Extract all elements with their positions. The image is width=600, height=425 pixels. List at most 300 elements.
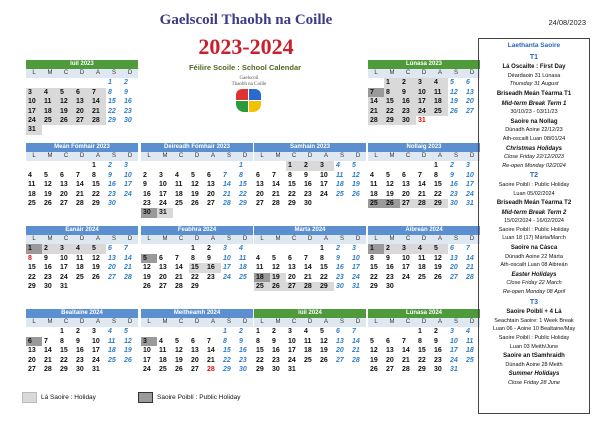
weekday-header: M [157,235,173,244]
day-cell [42,161,58,170]
day-cell [205,327,221,336]
day-cell: 5 [272,254,276,262]
month-calendar [254,309,366,374]
day-cell [368,78,384,87]
day-cell [173,161,189,170]
weekday-header: S [106,318,122,327]
day-cell: 16 [304,181,312,189]
day-cell: 18 [175,190,183,198]
day-cell: 3 [159,171,163,179]
day-cell: 28 [466,273,474,281]
day-cell: 21 [466,264,474,272]
holiday-line: Saoire Poiblí : Public Holiday [498,335,570,341]
day-cell: 11 [466,337,474,345]
holiday-line: Summer Holidays [508,371,560,378]
day-cell: 14 [304,264,312,272]
day-cell: 17 [466,181,474,189]
day-cell [157,244,173,253]
holiday-line: Thursday 31 August [509,81,559,88]
day-cell: 5 [191,171,195,179]
weekday-header: D [416,69,432,78]
day-cell: 21 [272,190,280,198]
day-cell: 9 [386,254,390,262]
day-cell: 26 [384,199,400,208]
day-cell: 22 [108,107,116,115]
day-cell: 29 [223,365,231,373]
holiday-line: Re-open Monday 08 April [502,289,566,296]
day-cell: 14 [175,264,183,272]
month-title: Feabhra 2024 [141,226,253,235]
day-cell: 7 [418,171,422,179]
day-cell: 18 [42,107,58,116]
day-cell [448,282,464,291]
day-cell: 7 [368,88,384,97]
day-cell [448,116,464,125]
day-cell: 19 [58,107,74,116]
logo-line-1: Gaelscoil [239,76,259,81]
day-cell: 29 [384,116,400,125]
day-cell: 13 [450,254,458,262]
day-cell: 18 [304,347,312,355]
month-title: Eanáir 2024 [26,226,138,235]
day-cell [90,125,106,134]
day-cell: 19 [124,347,132,355]
day-cell: 9 [450,171,454,179]
day-cell: 21 [402,356,410,364]
weekday-header: D [74,69,90,78]
day-cell: 18 [159,356,167,364]
day-cell: 25 [159,365,167,373]
holiday-line: Seachtain Saoire: 1 Week Break [494,317,574,324]
day-cell [26,161,42,170]
day-cell: 6 [26,337,42,346]
day-cell: 22 [288,190,296,198]
day-cell: 24 [124,190,132,198]
month-calendar [26,60,138,135]
day-cell [237,208,253,217]
day-cell [416,282,432,291]
day-grid [368,318,480,374]
day-cell: 15 [108,98,116,106]
weekday-header: S [221,318,237,327]
day-cell: 24 [143,365,151,373]
day-cell: 27 [386,365,394,373]
day-cell: 18 [239,264,247,272]
day-cell: 16 [386,264,394,272]
day-cell: 8 [256,337,260,345]
day-cell: 7 [272,171,276,179]
day-cell: 25 [304,356,312,364]
day-cell: 15 [370,264,378,272]
day-cell: 29 [288,199,296,207]
day-cell: 25 [336,190,344,198]
day-cell: 28 [402,365,410,373]
holiday-line: Saoire an tSamhraidh [503,353,565,360]
legend-public-holiday [138,392,240,403]
day-cell: 26 [58,116,74,125]
day-cell: 30 [386,282,394,290]
day-cell [122,365,138,374]
weekday-header: D [122,235,138,244]
day-cell: 27 [400,199,416,208]
day-cell: 29 [191,282,199,290]
weekday-header: D [302,152,318,161]
crest-icon [236,89,262,113]
day-cell: 24 [60,273,68,281]
day-cell: 4 [42,88,58,97]
day-cell: 20 [60,190,68,198]
day-cell: 18 [28,190,36,198]
public-holiday-swatch [138,392,153,403]
day-grid [141,318,253,374]
month-calendar [141,226,253,291]
day-cell: 7 [402,337,406,345]
holiday-line: Dúnadh Aoine 28 Meith [505,361,563,368]
day-cell: 3 [318,161,334,170]
month-title: Deireadh Fómhair 2023 [141,143,253,152]
day-cell: 16 [400,97,416,106]
weekday-header: M [384,152,400,161]
day-cell: 5 [175,337,179,345]
day-cell: 27 [191,365,199,373]
holiday-line: Saoire na Cásca [510,245,558,252]
day-cell: 10 [450,337,458,345]
term-heading: T2 [529,172,539,180]
day-cell: 17 [352,264,360,272]
weekday-header: A [432,152,448,161]
day-cell: 24 [288,356,296,364]
weekday-header: S [106,152,122,161]
day-cell: 9 [272,337,276,345]
day-cell: 8 [418,337,422,345]
day-cell [400,161,416,170]
day-cell: 27 [108,273,116,281]
day-cell: 1 [418,328,422,336]
day-cell [432,116,448,125]
day-cell: 20 [336,347,344,355]
day-cell: 23 [400,107,416,116]
day-cell: 23 [336,273,344,281]
holiday-line: Déardaoin 31 Lúnasa [507,72,561,79]
day-cell: 2 [336,245,340,253]
weekday-header: D [416,318,432,327]
day-cell [106,125,122,134]
day-cell: 21 [304,273,312,281]
day-cell: 24 [352,273,360,281]
day-cell: 10 [223,254,231,262]
day-cell: 12 [191,181,199,189]
month-title: Márta 2024 [254,226,366,235]
day-cell: 6 [74,88,90,97]
day-cell: 2 [42,244,58,253]
day-cell: 22 [191,273,199,281]
day-cell: 5 [432,244,448,253]
holiday-line: Briseadh Meán Téarma T1 [496,90,572,97]
holiday-line: Saoire na Nollag [510,118,558,125]
day-cell: 30 [272,365,280,373]
day-cell: 10 [159,181,167,189]
day-cell: 29 [256,365,264,373]
day-cell: 10 [26,97,42,106]
day-cell: 23 [272,356,280,364]
day-cell [173,208,189,217]
day-cell: 9 [400,88,416,97]
holiday-line: Ath-oscailt Luan 08 Aibreán [500,262,568,269]
day-cell: 30 [400,116,416,125]
day-cell: 5 [124,328,128,336]
day-cell: 2 [302,161,318,170]
day-cell: 9 [336,254,340,262]
day-cell: 11 [336,171,344,179]
day-cell: 1 [60,328,64,336]
day-cell: 24 [26,116,42,125]
day-grid [26,152,138,208]
day-cell: 13 [336,337,344,345]
day-cell [90,282,106,291]
weekday-header: A [318,318,334,327]
day-cell: 25 [239,273,247,281]
day-cell: 21 [352,347,360,355]
weekday-header: C [286,318,302,327]
day-cell: 1 [368,244,384,253]
weekday-header: A [432,318,448,327]
month-calendar [26,309,138,374]
day-cell: 3 [450,328,454,336]
day-cell: 23 [143,199,151,207]
day-cell: 23 [450,190,458,198]
day-cell: 24 [159,199,167,207]
day-cell: 25 [108,356,116,364]
day-cell: 1 [256,328,260,336]
day-cell: 20 [159,273,167,281]
day-cell: 19 [320,347,328,355]
day-cell: 5 [90,244,106,253]
day-grid [141,152,253,218]
weekday-header: L [254,318,270,327]
weekday-header: L [368,69,384,78]
day-cell: 20 [207,190,215,198]
day-cell: 31 [288,365,296,373]
day-cell: 12 [450,88,458,96]
day-cell: 13 [74,97,90,106]
holiday-line: Dúnadh Aoine 22/12/23 [505,127,563,134]
day-cell: 3 [141,337,157,346]
day-cell [205,161,221,170]
day-cell: 6 [386,337,390,345]
day-cell: 24 [466,190,474,198]
weekday-header: D [122,152,138,161]
day-cell: 16 [450,181,458,189]
day-cell: 6 [450,245,454,253]
day-cell: 3 [124,162,128,170]
day-cell: 12 [386,181,394,189]
day-cell: 11 [239,254,247,262]
day-cell: 10 [92,337,100,345]
holiday-line: Saoire Poiblí + 4 Lá [506,309,562,316]
day-cell: 9 [76,337,80,345]
weekday-header: S [334,318,350,327]
day-cell: 15 [60,347,68,355]
day-cell: 2 [76,328,80,336]
day-cell: 11 [370,181,378,189]
day-cell [157,327,173,336]
day-cell [122,282,138,291]
day-cell: 21 [175,273,183,281]
day-cell: 12 [272,264,280,272]
day-cell: 9 [304,171,308,179]
day-cell: 9 [143,181,147,189]
holiday-line: Luan 06 - Aoine 10 Bealtaine/May [492,326,576,333]
holiday-line: Luan 03 Meith/June [509,343,559,350]
day-cell [122,125,138,134]
day-cell: 19 [450,98,458,106]
day-cell: 20 [386,356,394,364]
weekday-header: D [237,235,253,244]
day-cell: 5 [352,162,356,170]
day-cell: 25 [76,273,84,281]
day-cell: 13 [466,88,474,96]
legend-public-label: Saoire Poiblí : Public Holiday [157,394,241,402]
day-cell: 19 [434,264,442,272]
day-cell: 31 [418,116,426,124]
weekday-header: C [58,318,74,327]
day-cell: 30 [124,116,132,124]
weekday-header: S [334,235,350,244]
day-cell: 19 [270,273,286,282]
day-cell: 19 [386,190,394,198]
day-cell: 27 [466,107,474,115]
day-cell: 22 [384,107,400,116]
day-cell: 6 [207,171,211,179]
day-cell: 12 [370,347,378,355]
day-cell: 17 [143,356,151,364]
day-cell [318,365,334,374]
weekday-header: A [432,235,448,244]
day-cell: 25 [28,199,36,207]
day-cell [90,78,106,87]
day-cell [334,365,350,374]
day-cell: 11 [304,337,312,345]
weekday-header: M [42,235,58,244]
day-cell: 20 [74,107,90,116]
weekday-header: D [74,152,90,161]
holiday-line: 30/10/23 - 03/11/23 [510,109,558,116]
day-cell: 1 [108,79,112,87]
weekday-header: A [90,152,106,161]
day-cell: 29 [108,116,116,124]
weekday-header: C [400,69,416,78]
month-title: Meán Fómhair 2023 [26,143,138,152]
weekday-header: S [448,152,464,161]
day-cell: 8 [370,254,374,262]
day-cell [400,282,416,291]
day-cell: 18 [254,273,270,282]
day-grid [254,235,366,291]
weekday-header: D [122,69,138,78]
day-cell: 29 [239,199,247,207]
day-cell: 28 [124,273,132,281]
day-cell: 22 [28,273,36,281]
weekday-header: A [205,152,221,161]
day-cell: 12 [175,347,183,355]
day-cell: 17 [26,107,42,116]
weekday-header: A [318,235,334,244]
day-cell: 12 [143,264,151,272]
day-cell: 3 [26,88,42,97]
day-cell: 10 [466,171,474,179]
day-cell: 19 [92,264,100,272]
weekday-header: D [416,152,432,161]
day-cell: 13 [60,181,68,189]
weekday-header: M [157,318,173,327]
day-cell: 18 [76,264,84,272]
weekday-header: D [237,152,253,161]
day-cell: 20 [191,356,199,364]
holiday-line: Saoire Poiblí : Public Holiday [498,226,570,233]
day-cell: 27 [450,273,458,281]
day-cell: 10 [143,347,151,355]
day-cell [141,244,157,253]
day-cell: 19 [143,273,151,281]
weekday-header: D [464,235,480,244]
day-cell: 8 [239,171,243,179]
day-cell: 24 [416,107,432,116]
day-cell: 23 [239,356,247,364]
day-cell: 27 [60,199,68,207]
day-cell: 4 [239,245,243,253]
day-cell: 6 [402,171,406,179]
day-cell: 7 [124,245,128,253]
day-cell: 1 [239,162,243,170]
day-cell [58,125,74,134]
day-cell: 13 [191,347,199,355]
day-cell: 3 [400,244,416,253]
day-cell: 17 [92,347,100,355]
day-cell: 22 [239,190,247,198]
day-cell [26,327,42,336]
day-cell: 2 [108,162,112,170]
day-cell: 7 [352,328,356,336]
day-cell: 22 [223,356,231,364]
holiday-line: Re-open Monday 02/2024 [502,162,566,169]
day-cell [58,161,74,170]
weekday-header: D [74,235,90,244]
day-cell: 30 [336,282,344,290]
day-cell: 28 [416,199,432,208]
weekday-header: L [141,318,157,327]
weekday-header: M [384,318,400,327]
day-cell [173,244,189,253]
day-cell: 5 [386,171,390,179]
day-cell: 10 [288,337,296,345]
day-cell: 3 [58,244,74,253]
day-cell: 8 [60,337,64,345]
weekday-header: L [141,152,157,161]
day-cell: 18 [108,347,116,355]
day-cell: 14 [44,347,52,355]
day-cell: 4 [370,171,374,179]
day-cell: 31 [352,282,360,290]
month-title: Nollaig 2023 [368,143,480,152]
day-cell: 14 [223,181,231,189]
day-cell: 31 [157,208,173,217]
day-cell: 23 [108,190,116,198]
day-cell [270,161,286,170]
day-cell: 23 [386,273,394,281]
day-cell: 29 [28,282,36,290]
day-grid [254,318,366,374]
day-cell [205,208,221,217]
